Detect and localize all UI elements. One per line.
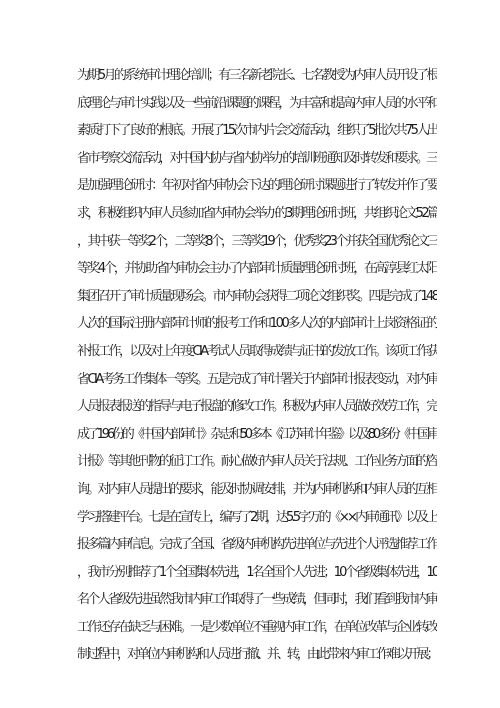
- text-line: 计报》等其他刊物的征订工作。耐心做好内审人员关于法规、工作业务方面的咨: [77, 454, 437, 470]
- text-line: 人次的国际注册内部审计师的报考工作和100多人次的内部审计上岗资格证的: [77, 316, 437, 332]
- text-line: 工作还存在缺乏与困难。一是少数单位不重视内审工作，在单位改革与企业转改: [77, 619, 437, 635]
- text-line: ，我市分别推荐了1个全国集体先进，1名全国个人先进；10个省级集体先进，10: [77, 564, 437, 580]
- text-line: 成了196份的《中国内部审计》杂志和50多本《江苏审计年鉴》以及80多份《中国审: [77, 426, 437, 442]
- text-line: 求，积极组织内审人员参加省内审协会举办的3期理论研讨班，共组织论文52篇: [77, 205, 437, 221]
- text-line: 补报工作，以及对上年度CIA考试人员取得成绩与证书的发放工作。该项工作获: [77, 343, 437, 359]
- text-line: 省市考察交流活动，对中国内协与省内协举办的培训班通知及时转发和要求。三: [77, 150, 437, 166]
- body-text: [77, 62, 437, 669]
- text-line: 名个人省级先进虽然我市内审工作取得了一些成绩，但同时，我们看到我市内审: [77, 592, 437, 608]
- text-line: 集团召开了审计质量现场会。市内审协会获得二项论文组织奖。四是完成了148: [77, 288, 437, 304]
- text-line: 为期5月的系统审计理论培训；有三名新老院长、七名教授为内审人员开设了根: [77, 68, 437, 83]
- text-line: 是加强理论研讨：年初对省内审协会下达的理论研讨课题进行了转发并作了要: [77, 178, 437, 194]
- text-line: ，其中获一等奖2个，二等奖8个，三等奖19个，优秀奖23个并获全国优秀论文三: [77, 233, 437, 249]
- text-line: 底理论与审计实践以及一些前沿课题的课程，为丰富和提高内审人员的水平和: [77, 95, 437, 111]
- text-line: 询。对内审人员提出的要求，能及时协调安排，并为内审机构和内审人员的互相: [77, 481, 437, 497]
- text-line: 学习搭建平台。七是在宣传上，编写了2期，达5.5字万的《××内审通讯》以及上: [77, 509, 437, 525]
- text-line: 省CIA考务工作集体一等奖。五是完成了审计署关于内部审计报表变动，对内审: [77, 371, 437, 387]
- text-line: 制过程中，对单位内审机构和人员进行撤、并、转，由此带来内审工作难以开展；: [77, 647, 437, 663]
- text-line: 报多篇内审信息。完成了全国、省级内审机构先进单位与先进个人评选推荐工作: [77, 537, 437, 553]
- text-line: 等奖4个，并协助省内审协会主办了内部审计质量理论研讨班，在高淳县红太阳: [77, 261, 437, 277]
- text-line: 人员报表报送的指导与电子报盘的修改工作。积极为内审人员做好效劳工作，完: [77, 399, 437, 415]
- text-line: 素质打下了良好的根底。开展了15次市内片会交流活动，组织了5批次共75人出: [77, 123, 437, 139]
